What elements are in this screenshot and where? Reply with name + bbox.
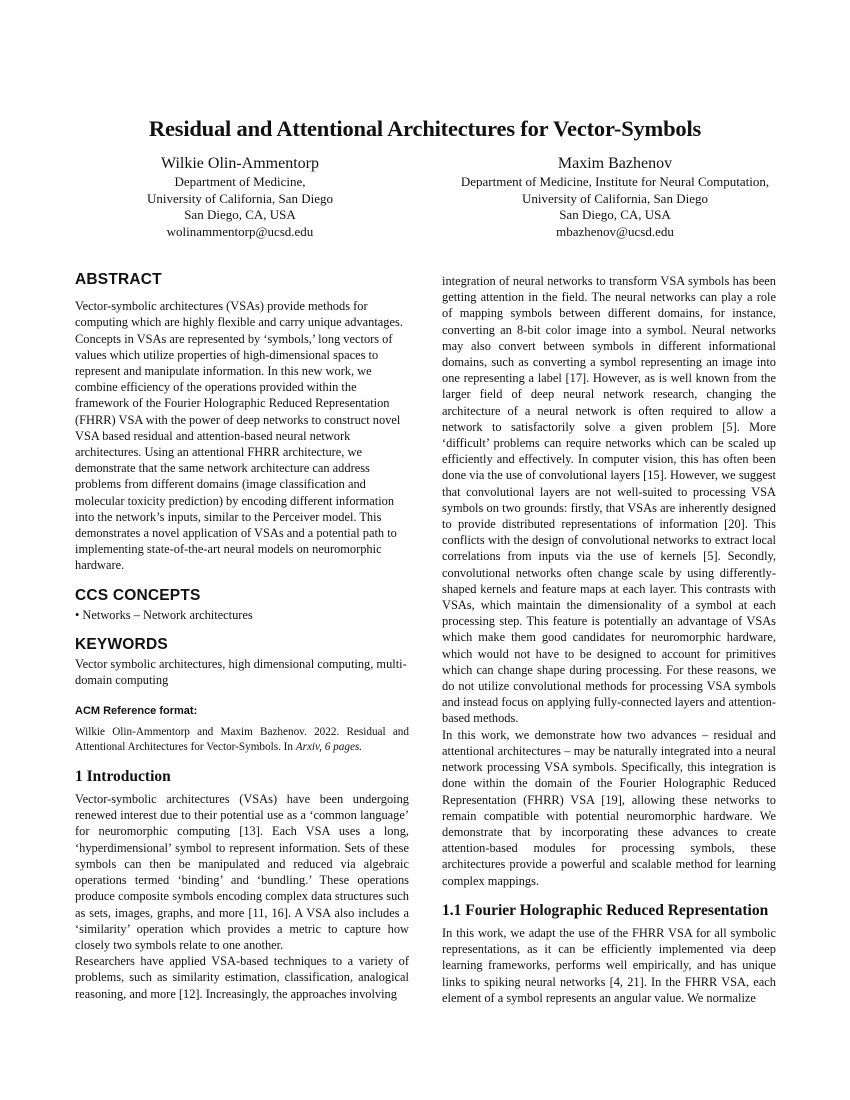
author-email: wolinammentorp@ucsd.edu	[166, 223, 314, 239]
left-column	[75, 272, 409, 1002]
author-location: San Diego, CA, USA	[559, 207, 671, 223]
acm-reference-heading: ACM Reference format:	[75, 704, 198, 717]
intro-paragraph-1: Vector-symbolic architectures (VSAs) have been undergoing renewed interest due to their potential use as a ‘common language’ for neuromorphic computing [13]. Each VSA uses a long, ‘hyperdimensional’ symbol to represent information. Sets of these symbols can then be manipulated and reduced via algebraic operations termed ‘binding’ and ‘bundling.’ These operations produce composite symbols encoding complex data structures such as sets, images, graphs, and more [11, 16]. A VSA also includes a ‘similarity’ operation which provides a metric to capture how closely two symbols relate to one another.	[75, 792, 409, 952]
intro-paragraph-3: In this work, we demonstrate how two advances – residual and attentional architectures – may be naturally integrated into a neural network processing VSA symbols. Specifically, this integration is done within the domain of the Fourier Holographic Reduced Representation (FHRR) VSA [19], allowing these networks to remain compatible with potential neuromorphic hardware. We demonstrate that by incorporating these advances to create attention-based modules for processing symbols, these architectures provide a powerful and scalable method for learning complex mappings.	[442, 727, 776, 888]
author-block-1	[120, 154, 360, 240]
author-location: San Diego, CA, USA	[184, 207, 296, 223]
author-email: mbazhenov@ucsd.edu	[556, 223, 674, 239]
section-1-1-text: In this work, we adapt the use of the FHRR VSA for all symbolic representations, as it can be efficiently implemented via deep learning frameworks, performs well empirically, and has unique links to spiking neural networks [4, 21]. In the FHRR VSA, each element of a symbol represents an angular value. We normalize	[442, 925, 776, 1005]
introduction-heading: 1 Introduction	[75, 767, 171, 785]
author-block-2	[440, 154, 790, 240]
keywords-heading: KEYWORDS	[75, 636, 168, 654]
ccs-heading: CCS CONCEPTS	[75, 586, 201, 604]
ccs-text: • Networks – Network architectures	[75, 607, 253, 622]
intro-paragraph-2-continued: integration of neural networks to transform VSA symbols has been getting attention in the field. The neural networks can play a role of mapping symbols between different domains, for instance, converting an 8-bit color image into a symbol. Neural networks may also convert between symbols in different informational domains, such as converting a symbol representing an image into one representing a label [17]. However, as is well known from the larger field of deep neural network research, changing the architecture of a neural network is often required to allow a network to satisfactorily solve a given problem [5]. More ‘difficult’ problems can require networks which can be scaled up efficiently and effectively. In computer vision, this has often been done via the use of convolutional layers [15]. However, we suggest that convolutional layers are not well-suited to processing VSA symbols on two grounds: firstly, that VSAs are inherently designed to provide distributed representations of information [20]. This conflicts with the design of convolutional networks to extract local correlations from inputs via the use of kernels [5]. Secondly, convolutional networks often change scale by using differently-shaped kernels and feature maps at each layer. This contrasts with VSAs, which maintain the dimensionality of a symbol at each processing step. This feature is potentially an advantage of VSAs which make them good candidates for neuromorphic hardware, which would not have to be designed to account for primitives which can change shape during processing. For these reasons, we do not utilize convolutional methods for processing VSA symbols and instead focus on applying fully-connected layers and attention-based methods.	[442, 274, 776, 726]
section-1-1-heading: 1.1 Fourier Holographic Reduced Representation	[442, 901, 769, 919]
abstract-text: Vector-symbolic architectures (VSAs) provide methods for computing which are highly flexible and carry unique advantages. Concepts in VSAs are represented by ‘symbols,’ long vectors of values which utilize properties of high-dimensional spaces to represent and manipulate information. In this new work, we combine efficiency of the operations provided within the framework of the Fourier Holographic Reduced Representation (FHRR) VSA with the power of deep networks to construct novel VSA based residual and attention-based neural network architectures. Using an attentional FHRR architecture, we demonstrate that the same network architecture can address problems from different domains (image classification and molecular toxicity prediction) by encoding different information into the network’s inputs, similar to the Perceiver model. This demonstrates a novel application of VSAs and a potential path to implementing state-of-the-art neural models on neuromorphic hardware.	[75, 299, 403, 573]
paper-title: Residual and Attentional Architectures for Vector-Symbols	[148, 116, 702, 141]
abstract-heading: ABSTRACT	[75, 271, 162, 288]
author-affiliation: University of California, San Diego	[522, 190, 708, 206]
author-name: Maxim Bazhenov	[557, 155, 673, 172]
acm-reference-text: Wilkie Olin-Ammentorp and Maxim Bazhenov. 2022. Residual and Attentional Architectures for Vector-Symbols. In Arxiv, 6 pages.	[75, 725, 409, 753]
author-name: Wilkie Olin-Ammentorp	[161, 155, 319, 172]
right-column	[442, 273, 776, 1006]
author-affiliation: University of California, San Diego	[147, 190, 333, 206]
keywords-text: Vector symbolic architectures, high dimensional computing, multi-domain computing	[75, 657, 407, 688]
intro-paragraph-2: Researchers have applied VSA-based techniques to a variety of problems, such as similarity estimation, classification, analogical reasoning, and more [12]. Increasingly, the approaches involving	[75, 954, 409, 1001]
author-affiliation: Department of Medicine, Institute for Neural Computation,	[460, 174, 770, 189]
author-affiliation: Department of Medicine,	[174, 174, 306, 189]
